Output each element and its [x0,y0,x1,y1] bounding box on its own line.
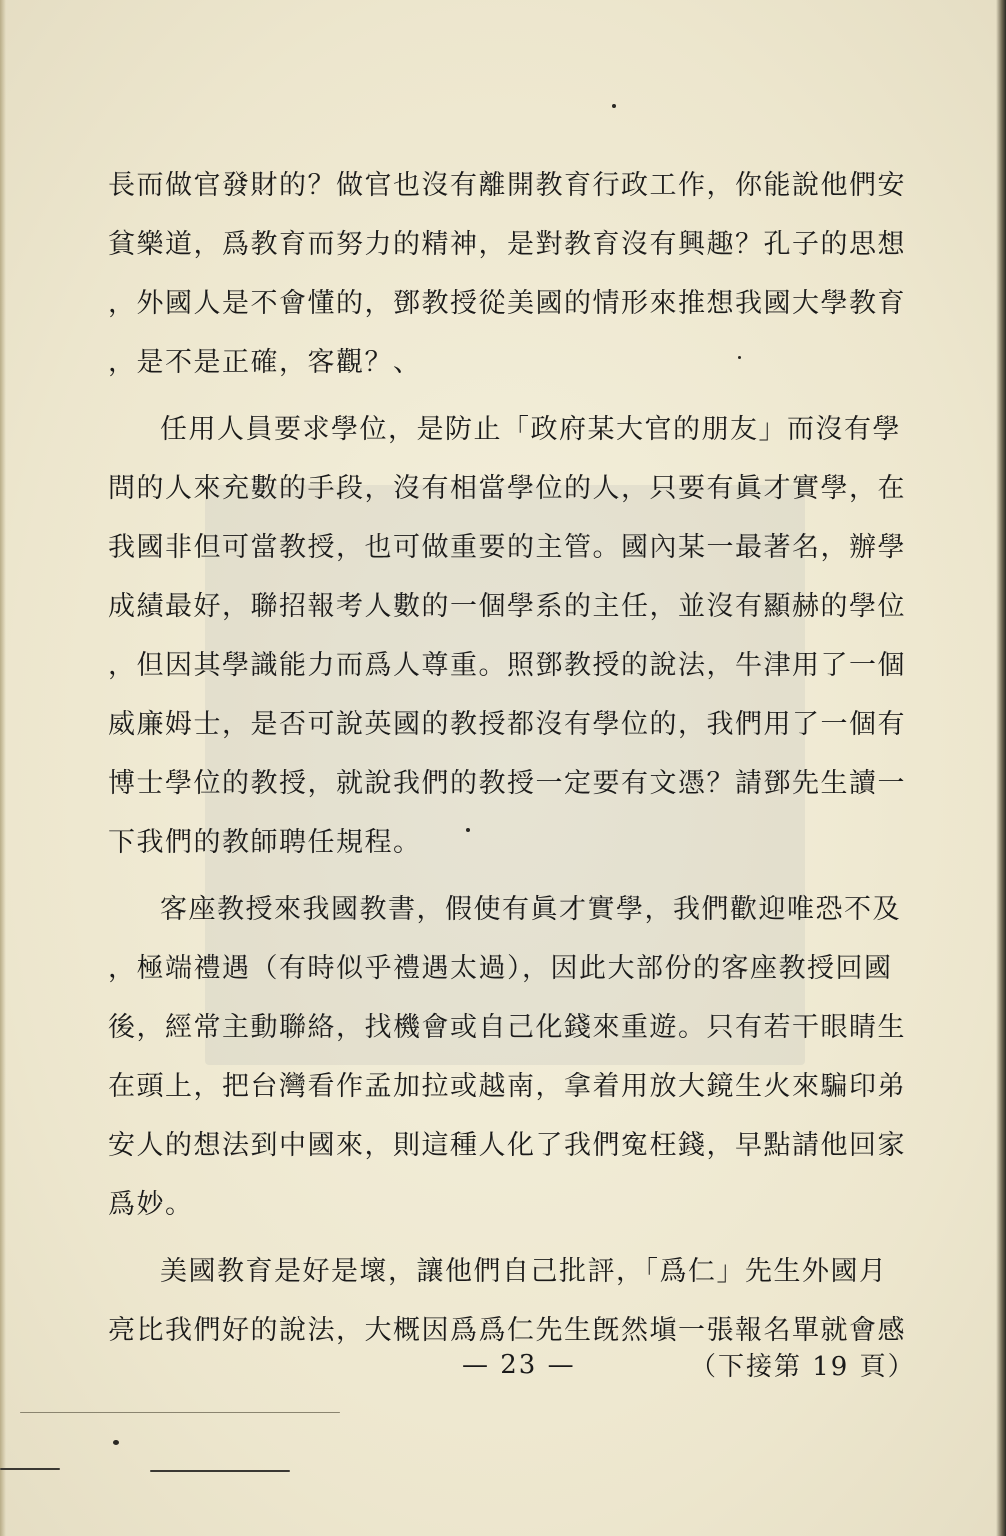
text-line: 爲妙。 [108,1189,194,1220]
continued-note: （下接第 19 頁） [690,1352,916,1382]
scan-edge-right [996,0,1006,1536]
text-line: 博士學位的教授，就說我們的教授一定要有文憑？請鄧先生讀一 [108,768,906,799]
text-line: 下我們的教師聘任規程。 [108,827,422,858]
text-line: ，極端禮遇（有時似乎禮遇太過），因此大部份的客座教授回國 [108,953,893,984]
text-line: 安人的想法到中國來，則這種人化了我們寃枉錢，早點請他回家 [108,1130,906,1161]
text-line: 客座教授來我國教書，假使有眞才實學，我們歡迎唯恐不及 [160,894,901,925]
scan-artifact-line [20,1412,340,1413]
scan-speck [113,1440,119,1445]
text-line: 成績最好，聯招報考人數的一個學系的主任，並沒有顯赫的學位 [108,591,906,622]
page-number: — 23 — [462,1350,576,1380]
text-line: 亮比我們好的說法，大概因爲爲仁先生旣然塡一張報名單就會感 [108,1315,906,1346]
text-line: 長而做官發財的？做官也沒有離開教育行政工作，你能說他們安 [108,170,906,201]
text-line: 在頭上，把台灣看作孟加拉或越南，拿着用放大鏡生火來騙印弟 [108,1071,906,1102]
text-line: ，但因其學識能力而爲人尊重。照鄧教授的說法，牛津用了一個 [108,650,906,681]
paragraph-1 [108,156,932,392]
paragraph-3 [108,880,932,1234]
scan-artifact-line [0,1468,60,1470]
text-line: 貧樂道，爲教育而努力的精神，是對教育沒有興趣？孔子的思想 [108,229,906,260]
page-footer [0,1342,1006,1392]
text-line: 我國非但可當教授，也可做重要的主管。國內某一最著名，辦學 [108,532,906,563]
paragraph-2 [108,400,932,872]
text-line: ，外國人是不會懂的，鄧教授從美國的情形來推想我國大學教育 [108,288,906,319]
article-body [108,156,932,1368]
scan-speck [612,104,616,108]
text-line: 後，經常主動聯絡，找機會或自己化錢來重遊。只有若干眼睛生 [108,1012,906,1043]
text-line: 問的人來充數的手段，沒有相當學位的人，只要有眞才實學，在 [108,473,906,504]
scan-edge-left [0,0,6,1536]
text-line: 任用人員要求學位，是防止「政府某大官的朋友」而沒有學 [160,414,901,445]
text-line: 美國教育是好是壞，讓他們自己批評，「爲仁」先生外國月 [160,1256,888,1287]
scan-artifact-line [150,1470,290,1472]
text-line: 威廉姆士，是否可說英國的教授都沒有學位的，我們用了一個有 [108,709,906,740]
text-line: ，是不是正確，客觀？、 [108,347,422,378]
